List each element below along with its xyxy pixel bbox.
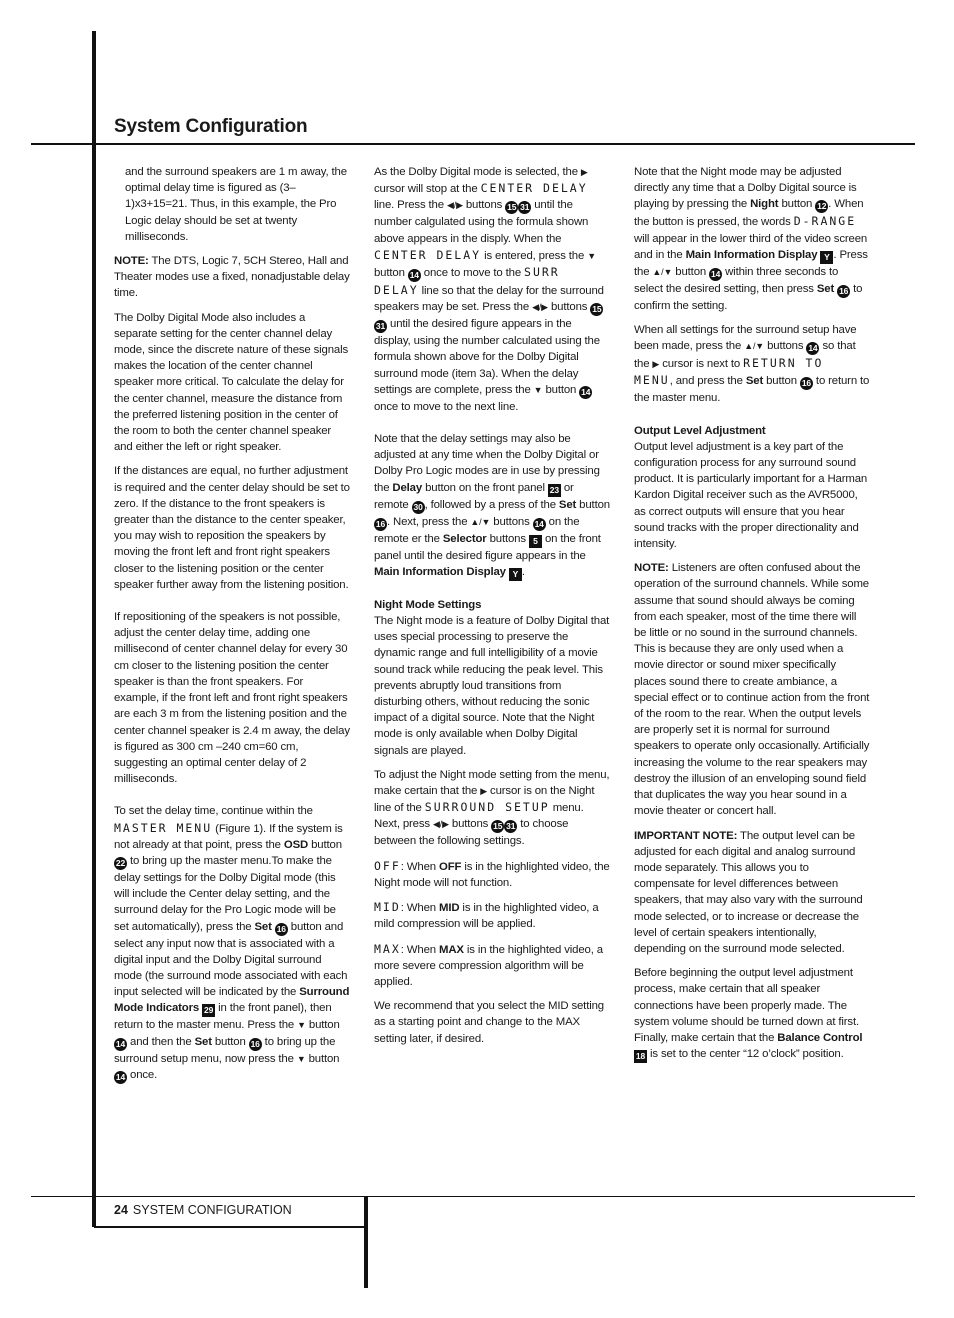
callout-number: 16 (375, 518, 386, 529)
text: . Next, press the (387, 515, 471, 528)
text: (Figure 1). If the system is not already at that point, press the (114, 822, 343, 851)
note-text: Listeners are often confused about the operation of the surround channels. While some assume that sound should always be coming from each speaker, most of the time there will be little or no sound in the surround channels. This is because they are only used when a movie director or sound mixer specifically places sound there to create ambiance, a special effect or to continue action from the front of the room to the rear. When the output levels are properly set it is normal for surround speakers to operate only occasionally. Artificially increasing the volume to the rear speakers may destroy the illusion of an enveloping sound field that duplicates the way you hear sound in a movie theater or concert hall. (634, 562, 870, 818)
text: buttons (448, 818, 492, 831)
text: button (576, 498, 610, 511)
lcd-return-to-menu: RETURN TO MENU (634, 356, 824, 388)
page-footer (114, 1203, 292, 1217)
down-arrow-icon: ▼ (296, 1053, 306, 1064)
lcd-surround-setup: SURROUND SETUP (424, 800, 550, 815)
text: . (521, 565, 525, 578)
lcd-center-delay: CENTER DELAY (374, 247, 482, 262)
callout-number: 14 (581, 386, 591, 397)
callout-square: 23 (549, 484, 559, 495)
main-information-display-label: Main Information Display (374, 565, 506, 578)
callout-number: 14 (711, 268, 721, 279)
up-down-arrow-icon: ▲/▼ (470, 516, 491, 527)
off-label: OFF (438, 860, 462, 873)
callout-square: Y (820, 251, 833, 264)
text: button (778, 198, 816, 211)
lcd-d-range: D-RANGE (793, 214, 857, 229)
callout-number: 14 (534, 518, 544, 529)
text: once to move to the (420, 267, 525, 280)
text: Note that the delay settings may also be adjusted at any time when the Dolby Digital or Dolby Pro Logic modes are in use by pressing the (374, 433, 600, 494)
text: button and select any input now that is associated with a digital input and the Dolby Digital surround mode (the surround mode associated with each input selected will be indicated by the (114, 920, 348, 999)
text: cursor is next to (659, 358, 744, 371)
callout-number: 16 (839, 285, 849, 296)
lcd-mid: MID (374, 900, 401, 915)
paragraph-set-delay-steps (114, 803, 350, 1083)
paragraph-night-max (374, 941, 610, 991)
callout-number: 14 (115, 1038, 126, 1049)
left-right-arrow-icon: ◀/▶ (432, 819, 449, 830)
callout-number: 14 (808, 343, 818, 354)
paragraph-night-mid (374, 899, 610, 932)
footer-rule (31, 1196, 915, 1197)
paragraph-night-recommend: We recommend that you select the MID setting as a starting point and change to the MAX setting later, if desired. (374, 1000, 604, 1045)
lcd-center-delay: CENTER DELAY (480, 181, 588, 196)
left-right-arrow-icon: ◀/▶ (532, 302, 548, 313)
text: button (211, 1035, 249, 1048)
callout-number: 31 (520, 202, 530, 213)
text: cursor will stop at the (374, 183, 481, 196)
balance-control-label: Balance Control (777, 1031, 863, 1044)
text: : When (400, 943, 439, 956)
text-column-3 (634, 164, 870, 1071)
text: line. Press the (374, 199, 447, 212)
paragraph-return-to-menu (634, 322, 870, 407)
paragraph-important-note (634, 828, 870, 958)
note-label: NOTE: (634, 562, 669, 575)
text: button (308, 838, 342, 851)
text: to confirm the setting. (634, 282, 863, 312)
callout-number: 16 (276, 923, 286, 934)
max-label: MAX (438, 943, 464, 956)
paragraph-before-beginning (634, 965, 870, 1063)
paragraph-delay-adjust-anytime (374, 431, 610, 581)
text: is set to the center “12 o’clock” position. (647, 1048, 844, 1061)
callout-number: 16 (801, 378, 811, 389)
callout-number: 15 (493, 821, 503, 832)
set-label: Set (194, 1035, 212, 1048)
text: cursor is on the Night line of the (374, 785, 595, 815)
text: to bring up the surround setup menu, now press the (114, 1035, 336, 1065)
text: line so that the delay for the surround speakers may be set. Press the (374, 285, 604, 314)
delay-label: Delay (392, 481, 423, 494)
footer-section-title: SYSTEM CONFIGURATION (132, 1203, 292, 1217)
mid-label: MID (438, 902, 460, 915)
text: As the Dolby Digital mode is selected, the (374, 166, 581, 178)
paragraph-output-level-intro: Output level adjustment is a key part of the configuration process for any surround sound product. It is particularly important for a Harman Kardon Digital receiver such as the AVR5000, as correct outputs will ensure that you hear sound tracks with the proper directionality and intensity. (634, 440, 868, 551)
text: is in the highlighted video, a mild compression will be applied. (374, 902, 599, 931)
text: button (305, 1052, 340, 1065)
paragraph-night-direct-adjust (634, 164, 870, 314)
callout-number: 31 (375, 321, 386, 332)
important-note-label: IMPORTANT NOTE: (634, 829, 738, 842)
paragraph-repositioning: If repositioning of the speakers is not possible, adjust the center delay time, adding one millisecond of center channel delay for every 30 cm closer to the listening position the center speaker is than the front speakers. For example, if the front left and front right speakers are each 3 m from the listening position and the center channel speaker is 2.4 m away, the delay is figured as 300 cm –240 cm=60 cm, suggesting an optimal center delay of 2 milliseconds. (114, 611, 350, 786)
text: within three seconds to select the desired setting, then press (634, 265, 839, 295)
down-arrow-icon: ▼ (587, 250, 596, 261)
text: button (763, 375, 800, 388)
note-label: NOTE: (114, 255, 149, 268)
footer-rule-lower (94, 1226, 368, 1228)
text: buttons (547, 301, 591, 314)
callout-number: 16 (250, 1038, 260, 1049)
lcd-surr-delay: SURR DELAY (374, 265, 560, 298)
text: button (542, 383, 580, 396)
lcd-off: OFF (374, 858, 401, 873)
text: , followed by a press of the (424, 498, 559, 511)
text: on the remote er the (374, 515, 580, 545)
paragraph-note-fixed-delay (114, 253, 350, 302)
text: once. (127, 1068, 158, 1081)
text: menu. Next, press (374, 802, 584, 831)
text: button on the front panel (422, 481, 548, 494)
text: on the front panel until the desired figure appears in the (374, 532, 601, 562)
page-title: System Configuration (114, 116, 308, 137)
text: button (672, 265, 710, 278)
text: is in the highlighted video, a more severe compression algorithm will be applied. (374, 943, 603, 988)
set-label: Set (254, 920, 272, 933)
text: once to move to the next line. (374, 400, 519, 413)
text: . When the button is pressed, the words (634, 198, 864, 229)
callout-number: 31 (506, 821, 516, 832)
text: Before beginning the output level adjustment process, make certain that all speaker connections have been properly made. The system volume should be turned down at first. Finally, make certain that the (634, 967, 859, 1044)
callout-number: 15 (592, 304, 602, 315)
callout-square: Y (509, 568, 522, 581)
callout-number: 30 (413, 501, 423, 512)
set-label: Set (558, 498, 577, 511)
text: buttons (490, 515, 533, 528)
text: so that the (634, 340, 856, 371)
text: : When (400, 860, 439, 873)
text: buttons (486, 532, 529, 545)
right-arrow-icon: ▶ (652, 359, 660, 370)
text: or remote (374, 481, 574, 511)
callout-square: 5 (529, 535, 542, 548)
heading-output-level-adjustment: Output Level Adjustment (634, 424, 766, 437)
text-column-2 (374, 164, 610, 1055)
paragraph-night-mode-adjust (374, 767, 610, 850)
main-information-display-label: Main Information Display (685, 248, 818, 261)
note-text: The DTS, Logic 7, 5CH Stereo, Hall and Theater modes use a fixed, nonadjustable delay time. (114, 255, 350, 300)
callout-number: 15 (507, 202, 517, 213)
callout-number: 12 (817, 201, 827, 212)
set-label: Set (745, 375, 764, 388)
text: button (305, 1019, 340, 1032)
surround-mode-indicators-label: Surround Mode Indicators (114, 986, 350, 1015)
night-label: Night (750, 198, 779, 211)
text: To set the delay time, continue within the (114, 805, 313, 818)
lcd-max: MAX (374, 941, 401, 956)
text: , and press the (669, 375, 746, 388)
header-rule (31, 143, 915, 145)
text: To adjust the Night mode setting from the menu, make certain that the (374, 768, 610, 798)
page-number: 24 (114, 1203, 128, 1217)
text: is entered, press the (481, 249, 588, 262)
down-arrow-icon: ▼ (533, 384, 543, 395)
text: buttons (462, 199, 506, 212)
text: will appear in the lower third of the video screen and in the (634, 232, 868, 261)
text: in the front panel), then return to the master menu. Press the (114, 1002, 332, 1032)
set-label: Set (816, 282, 835, 295)
important-note-text: The output level can be adjusted for each digital and analog surround mode separately. This allows you to compensate for level differences between speakers, that may also vary with the surround mode selected, or to increase or decrease the level of certain speakers intentionally, depending on the surround mode selected. (634, 829, 863, 955)
paragraph-night-off (374, 858, 610, 891)
footer-vertical-rule (364, 1196, 368, 1288)
text: until the number calgulated using the formula shown above appears in the disply. When the (374, 199, 589, 245)
text: Note that the Night mode may be adjusted directly any time that a Dolby Digital source is playing by pressing the (634, 166, 857, 211)
text: buttons (764, 340, 807, 353)
down-arrow-icon: ▼ (297, 1020, 306, 1031)
paragraph-note-surround-channels (634, 560, 870, 819)
selector-label: Selector (442, 532, 487, 545)
text: . Press the (634, 248, 868, 278)
paragraph-center-delay-intro: The Dolby Digital Mode also includes a separate setting for the center channel delay mode, since the discrete nature of these signals makes the location of the center channel speaker more critical. To calculate the delay for the center channel, measure the distance from the preferred listening position in the center of the room to both the center channel speaker and either the left or right speaker. (114, 311, 349, 454)
text: to choose between the following settings. (374, 818, 569, 848)
left-right-arrow-icon: ◀/▶ (446, 200, 463, 211)
callout-number: 22 (115, 857, 126, 868)
right-arrow-icon: ▶ (580, 167, 588, 177)
text: to bring up the master menu.To make the delay settings for the Dolby Digital mode (this will include the Center delay setting, and the surround delay for the Pro Logic mode will be set automatically), press the (114, 854, 336, 933)
up-down-arrow-icon: ▲/▼ (652, 266, 673, 277)
text: : When (400, 902, 439, 915)
callout-number: 14 (409, 270, 419, 281)
text: to return to the master menu. (634, 375, 870, 405)
text: is in the highlighted video, the Night mode will not function. (374, 860, 610, 889)
right-arrow-icon: ▶ (480, 786, 488, 797)
paragraph-equal-distances: If the distances are equal, no further adjustment is required and the center delay should be set to zero. If the distance to the front speakers is greater than the distance to the center speaker, you may wish to reposition the speakers by moving the front left and front right speakers closer to the listening position or the center speaker further away from the listening position. (114, 465, 350, 591)
paragraph-night-mode-intro: The Night mode is a feature of Dolby Digital that uses special processing to preserve the dynamic range and full intelligibility of a movie sound track while reducing the peak level. This prevents abruptly loud transitions from disturbing others, without reducing the sonic impact of a digital source. Note that the Night mode is only available when Dolby Digital signals are played. (374, 615, 610, 757)
up-down-arrow-icon: ▲/▼ (744, 341, 765, 352)
callout-number: 14 (115, 1071, 126, 1082)
paragraph-center-delay-steps (374, 164, 610, 415)
text: and then the (127, 1035, 195, 1048)
left-vertical-rule (92, 31, 96, 1227)
lcd-master-menu: MASTER MENU (114, 820, 213, 835)
text: When all settings for the surround setup have been made, press the (634, 324, 857, 353)
osd-label: OSD (283, 838, 309, 851)
callout-square: 29 (204, 1005, 214, 1016)
text: button (374, 267, 408, 280)
text-column-1 (114, 164, 350, 1092)
paragraph-pro-logic-example: and the surround speakers are 1 m away, the optimal delay time is figured as (3–1)x3+15=21. Thus, in this example, the Pro Logic delay should be set at twenty milliseconds. (125, 166, 347, 243)
heading-night-mode-settings: Night Mode Settings (374, 598, 482, 611)
text: until the desired figure appears in the display, using the number calculated using the formula shown above for the Dolby Digital surround mode (item 3a). When the delay settings are complete, press the (374, 318, 600, 396)
callout-square: 18 (635, 1051, 646, 1062)
